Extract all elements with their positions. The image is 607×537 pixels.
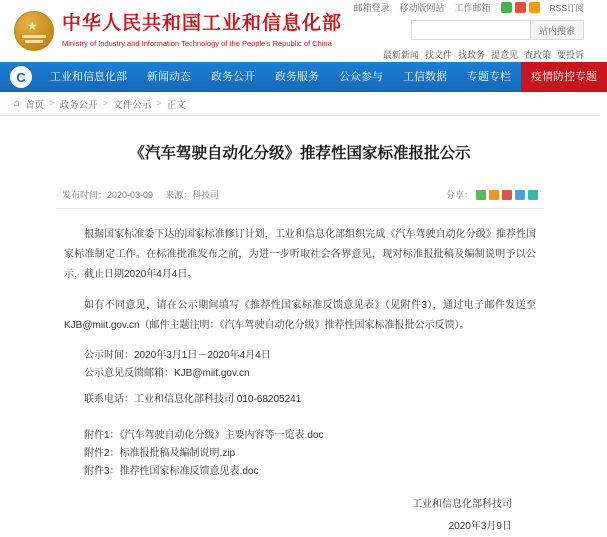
wechat-icon[interactable] xyxy=(501,2,512,13)
breadcrumb-separator: > xyxy=(49,98,55,109)
article-meta xyxy=(46,188,554,201)
share-more-icon[interactable] xyxy=(528,190,538,200)
article xyxy=(0,116,600,537)
top-link-work-mail[interactable]: 工作邮箱 xyxy=(454,3,491,13)
quick-link-complaint[interactable]: 要投诉 xyxy=(556,50,584,60)
share-print-icon[interactable] xyxy=(515,190,525,200)
quick-link-files[interactable]: 找文件 xyxy=(424,50,452,60)
article-paragraph: 根据国家标准委下达的国家标准修订计划，工业和信息化部组织完成《汽车驾驶自动化分级》推荐性国家标准制定工作。在标准批准发布之前，为进一步听取社会各界意见，现对标准报批稿及编制说明予以公示，截止日期2020年4月4日。 xyxy=(64,229,536,280)
header-right xyxy=(353,1,588,61)
nav-item-topics[interactable]: 专题专栏 xyxy=(467,71,511,83)
quick-link-policy[interactable]: 查政策 xyxy=(523,50,551,60)
search-button[interactable]: 站内搜索 xyxy=(531,20,584,40)
top-links xyxy=(353,1,584,14)
nav-item-ministry[interactable]: 工业和信息化部 xyxy=(50,71,127,83)
share-group xyxy=(446,188,538,201)
top-link-mobile[interactable]: 移动版网站 xyxy=(399,3,445,13)
breadcrumb-item-home[interactable]: 首页 xyxy=(25,99,45,111)
share-label: 分享： xyxy=(445,190,473,200)
article-meta-left xyxy=(62,188,219,201)
search-input[interactable] xyxy=(411,20,531,40)
quick-links xyxy=(383,48,584,61)
quick-link-news[interactable]: 最新新闻 xyxy=(382,50,419,60)
breadcrumb-item-open-government[interactable]: 政务公开 xyxy=(59,99,98,111)
top-link-mail[interactable]: 邮箱登录 xyxy=(353,3,390,13)
site-header xyxy=(0,0,600,62)
nav-item-open-government[interactable]: 政务公开 xyxy=(211,71,255,83)
org-title-block xyxy=(62,12,342,50)
page-title: 《汽车驾驶自动化分级》推荐性国家标准报批公示 xyxy=(129,145,471,162)
share-wechat-icon[interactable] xyxy=(476,190,486,200)
org-title-cn: 中华人民共和国工业和信息化部 xyxy=(62,13,343,34)
notice-email: 公示意见反馈邮箱：KJB@miit.gov.cn xyxy=(84,368,250,379)
signoff-date: 2020年3月9日 xyxy=(448,521,512,532)
publish-time-label: 发布时间： xyxy=(62,190,108,200)
breadcrumb xyxy=(0,92,600,116)
source-label: 来源： xyxy=(165,190,193,200)
quick-link-feedback[interactable]: 提意见 xyxy=(490,50,518,60)
attachment-item[interactable]: 附件3：推荐性国家标准反馈意见表.doc xyxy=(84,466,259,477)
social-icons xyxy=(501,2,540,13)
notice-info xyxy=(64,347,536,409)
breadcrumb-separator: > xyxy=(102,98,109,109)
nav-item-epidemic[interactable]: 疫情防控专题 xyxy=(521,62,607,92)
home-icon[interactable]: ⌂ xyxy=(14,98,21,109)
source xyxy=(165,188,219,201)
source-value: 科技司 xyxy=(192,190,220,200)
quick-link-affairs[interactable]: 找政务 xyxy=(457,50,485,60)
article-paragraph: 如有不同意见，请在公示期间填写《推荐性国家标准反馈意见表》（见附件3），通过电子邮件发送至KJB@miit.gov.cn（邮件主题注明：《汽车驾驶自动化分级》推荐性国家标准报批公示反馈）。 xyxy=(64,300,536,331)
breadcrumb-item-current: 正文 xyxy=(166,99,186,111)
nav-item-data[interactable]: 工信数据 xyxy=(403,71,447,83)
nav-item-services[interactable]: 政务服务 xyxy=(275,71,319,83)
weibo-icon[interactable] xyxy=(515,2,526,13)
app-icon[interactable] xyxy=(529,2,540,13)
signoff xyxy=(64,495,536,537)
breadcrumb-separator: > xyxy=(156,98,162,109)
notice-phone: 联系电话：工业和信息化部科技司 010-68205241 xyxy=(84,394,302,405)
publish-time-value: 2020-03-09 xyxy=(107,190,154,200)
breadcrumb-item-file-notice[interactable]: 文件公示 xyxy=(113,99,152,111)
attachment-list xyxy=(64,427,536,481)
notice-period: 公示时间：2020年3月1日－2020年4月4日 xyxy=(84,350,271,361)
publish-time xyxy=(62,188,153,201)
nav-logo-icon: C xyxy=(10,66,32,88)
national-emblem-icon: ★ xyxy=(14,11,54,51)
org-title-en: Ministry of Industry and Information Technology of the People's Republic of China xyxy=(62,39,332,48)
main-nav xyxy=(0,62,600,92)
share-qq-icon[interactable] xyxy=(502,190,512,200)
signoff-org: 工业和信息化部科技司 xyxy=(412,499,512,510)
article-body xyxy=(46,209,554,537)
search-row xyxy=(411,20,584,40)
attachment-item[interactable]: 附件1：《汽车驾驶自动化分级》主要内容等一览表.doc xyxy=(84,430,324,441)
share-weibo-icon[interactable] xyxy=(489,190,499,200)
rss-link[interactable]: RSS订阅 xyxy=(549,2,584,13)
nav-item-news[interactable]: 新闻动态 xyxy=(147,71,191,83)
nav-item-public-participation[interactable]: 公众参与 xyxy=(339,71,383,83)
attachment-item[interactable]: 附件2：标准报批稿及编制说明.zip xyxy=(84,448,236,459)
